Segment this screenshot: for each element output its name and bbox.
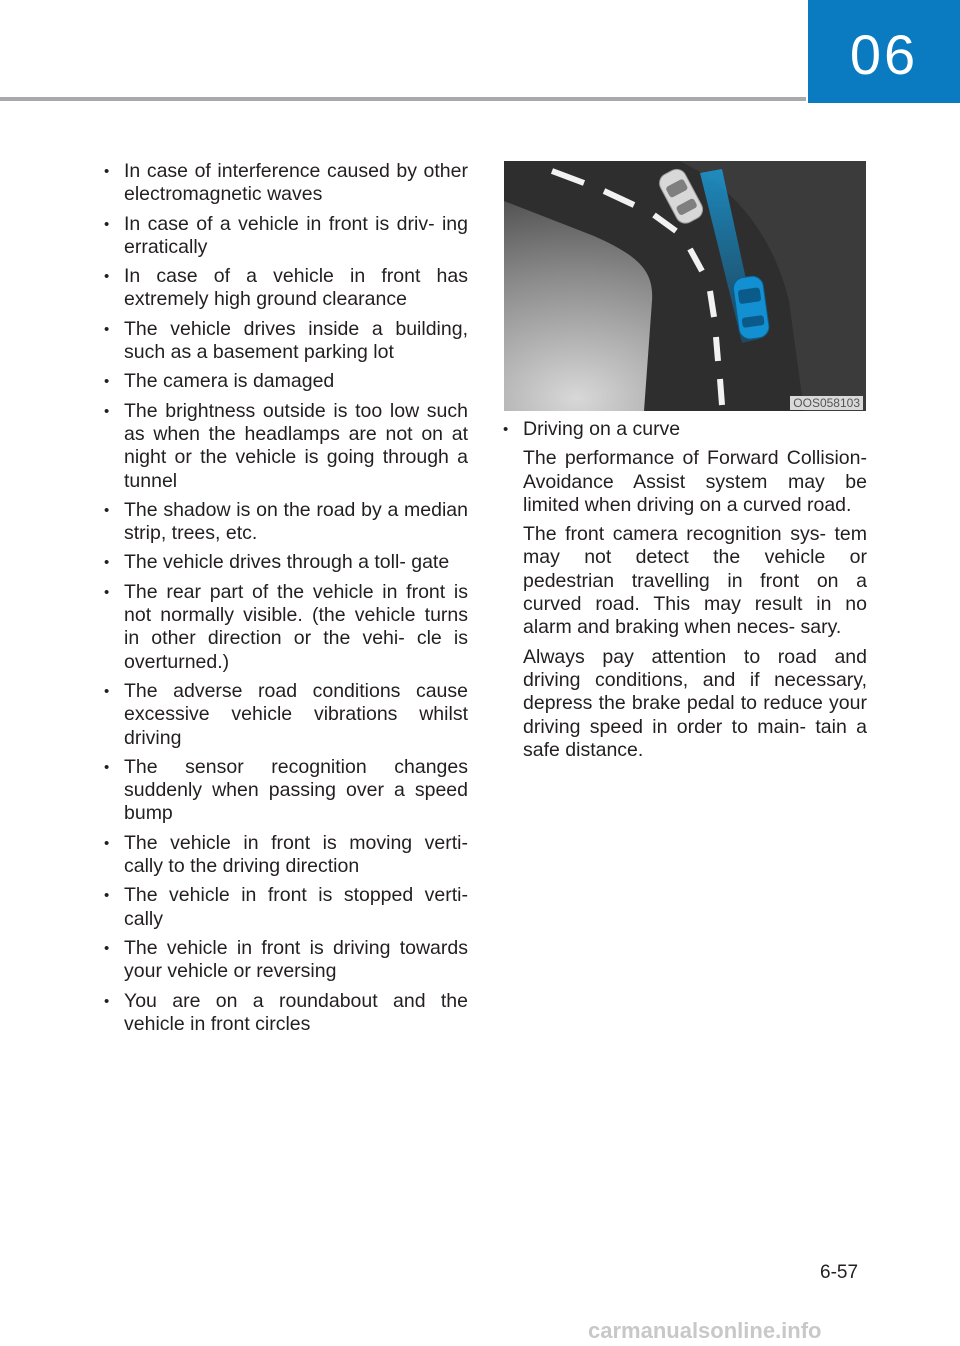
chapter-tab — [808, 0, 960, 103]
list-item: • In case of a vehicle in front has extremely high ground clearance — [104, 265, 468, 312]
curve-road-illustration — [504, 161, 866, 411]
list-item: • You are on a roundabout and the vehicle in front circles — [104, 990, 468, 1037]
page-number: 6-57 — [820, 1262, 859, 1283]
watermark: carmanualsonline.info — [588, 1318, 822, 1343]
list-item: • The vehicle in front is stopped verti- cally — [104, 884, 468, 931]
curve-list — [503, 418, 867, 441]
list-item: • The brightness outside is too low such as when the headlamps are not on at night or the vehicle is going through a tunnel — [104, 400, 468, 493]
curve-road-drawing — [504, 161, 866, 411]
list-item: • The vehicle drives through a toll- gate — [104, 551, 468, 574]
list-item: • In case of interference caused by other electromagnetic waves — [104, 160, 468, 207]
right-column — [503, 418, 867, 762]
list-item: • The vehicle in front is driving towards your vehicle or reversing — [104, 937, 468, 984]
paragraph: Always pay attention to road and driving conditions, and if necessary, depress the brake pedal to reduce your driving speed in order to main- tain a safe distance. — [523, 645, 867, 761]
list-item: • The rear part of the vehicle in front is not normally visible. (the vehicle turns in other direction or the vehi- cle is overturned.) — [104, 581, 468, 674]
list-item: • Driving on a curve — [503, 418, 867, 441]
list-item: • In case of a vehicle in front is driv- ing erratically — [104, 213, 468, 260]
paragraph: The front camera recognition sys- tem may not detect the vehicle or pedestrian travelling in front on a curved road. This may result in no alarm and braking when neces- sary. — [523, 523, 867, 639]
list-item: • The shadow is on the road by a median strip, trees, etc. — [104, 499, 468, 546]
list-item: • The camera is damaged — [104, 370, 468, 393]
header-rule — [0, 97, 806, 101]
list-item: • The vehicle in front is moving verti- cally to the driving direction — [104, 832, 468, 879]
list-item: • The sensor recognition changes suddenly when passing over a speed bump — [104, 756, 468, 826]
condition-list — [104, 160, 468, 1036]
list-item: • The adverse road conditions cause excessive vehicle vibrations whilst driving — [104, 680, 468, 750]
chapter-number: 06 — [849, 23, 919, 86]
left-column — [104, 160, 468, 1042]
figure-code: OOS058103 — [790, 396, 863, 410]
paragraph: The performance of Forward Collision-Avoidance Assist system may be limited when driving on a curved road. — [523, 447, 867, 516]
list-item: • The vehicle drives inside a building, such as a basement parking lot — [104, 318, 468, 365]
